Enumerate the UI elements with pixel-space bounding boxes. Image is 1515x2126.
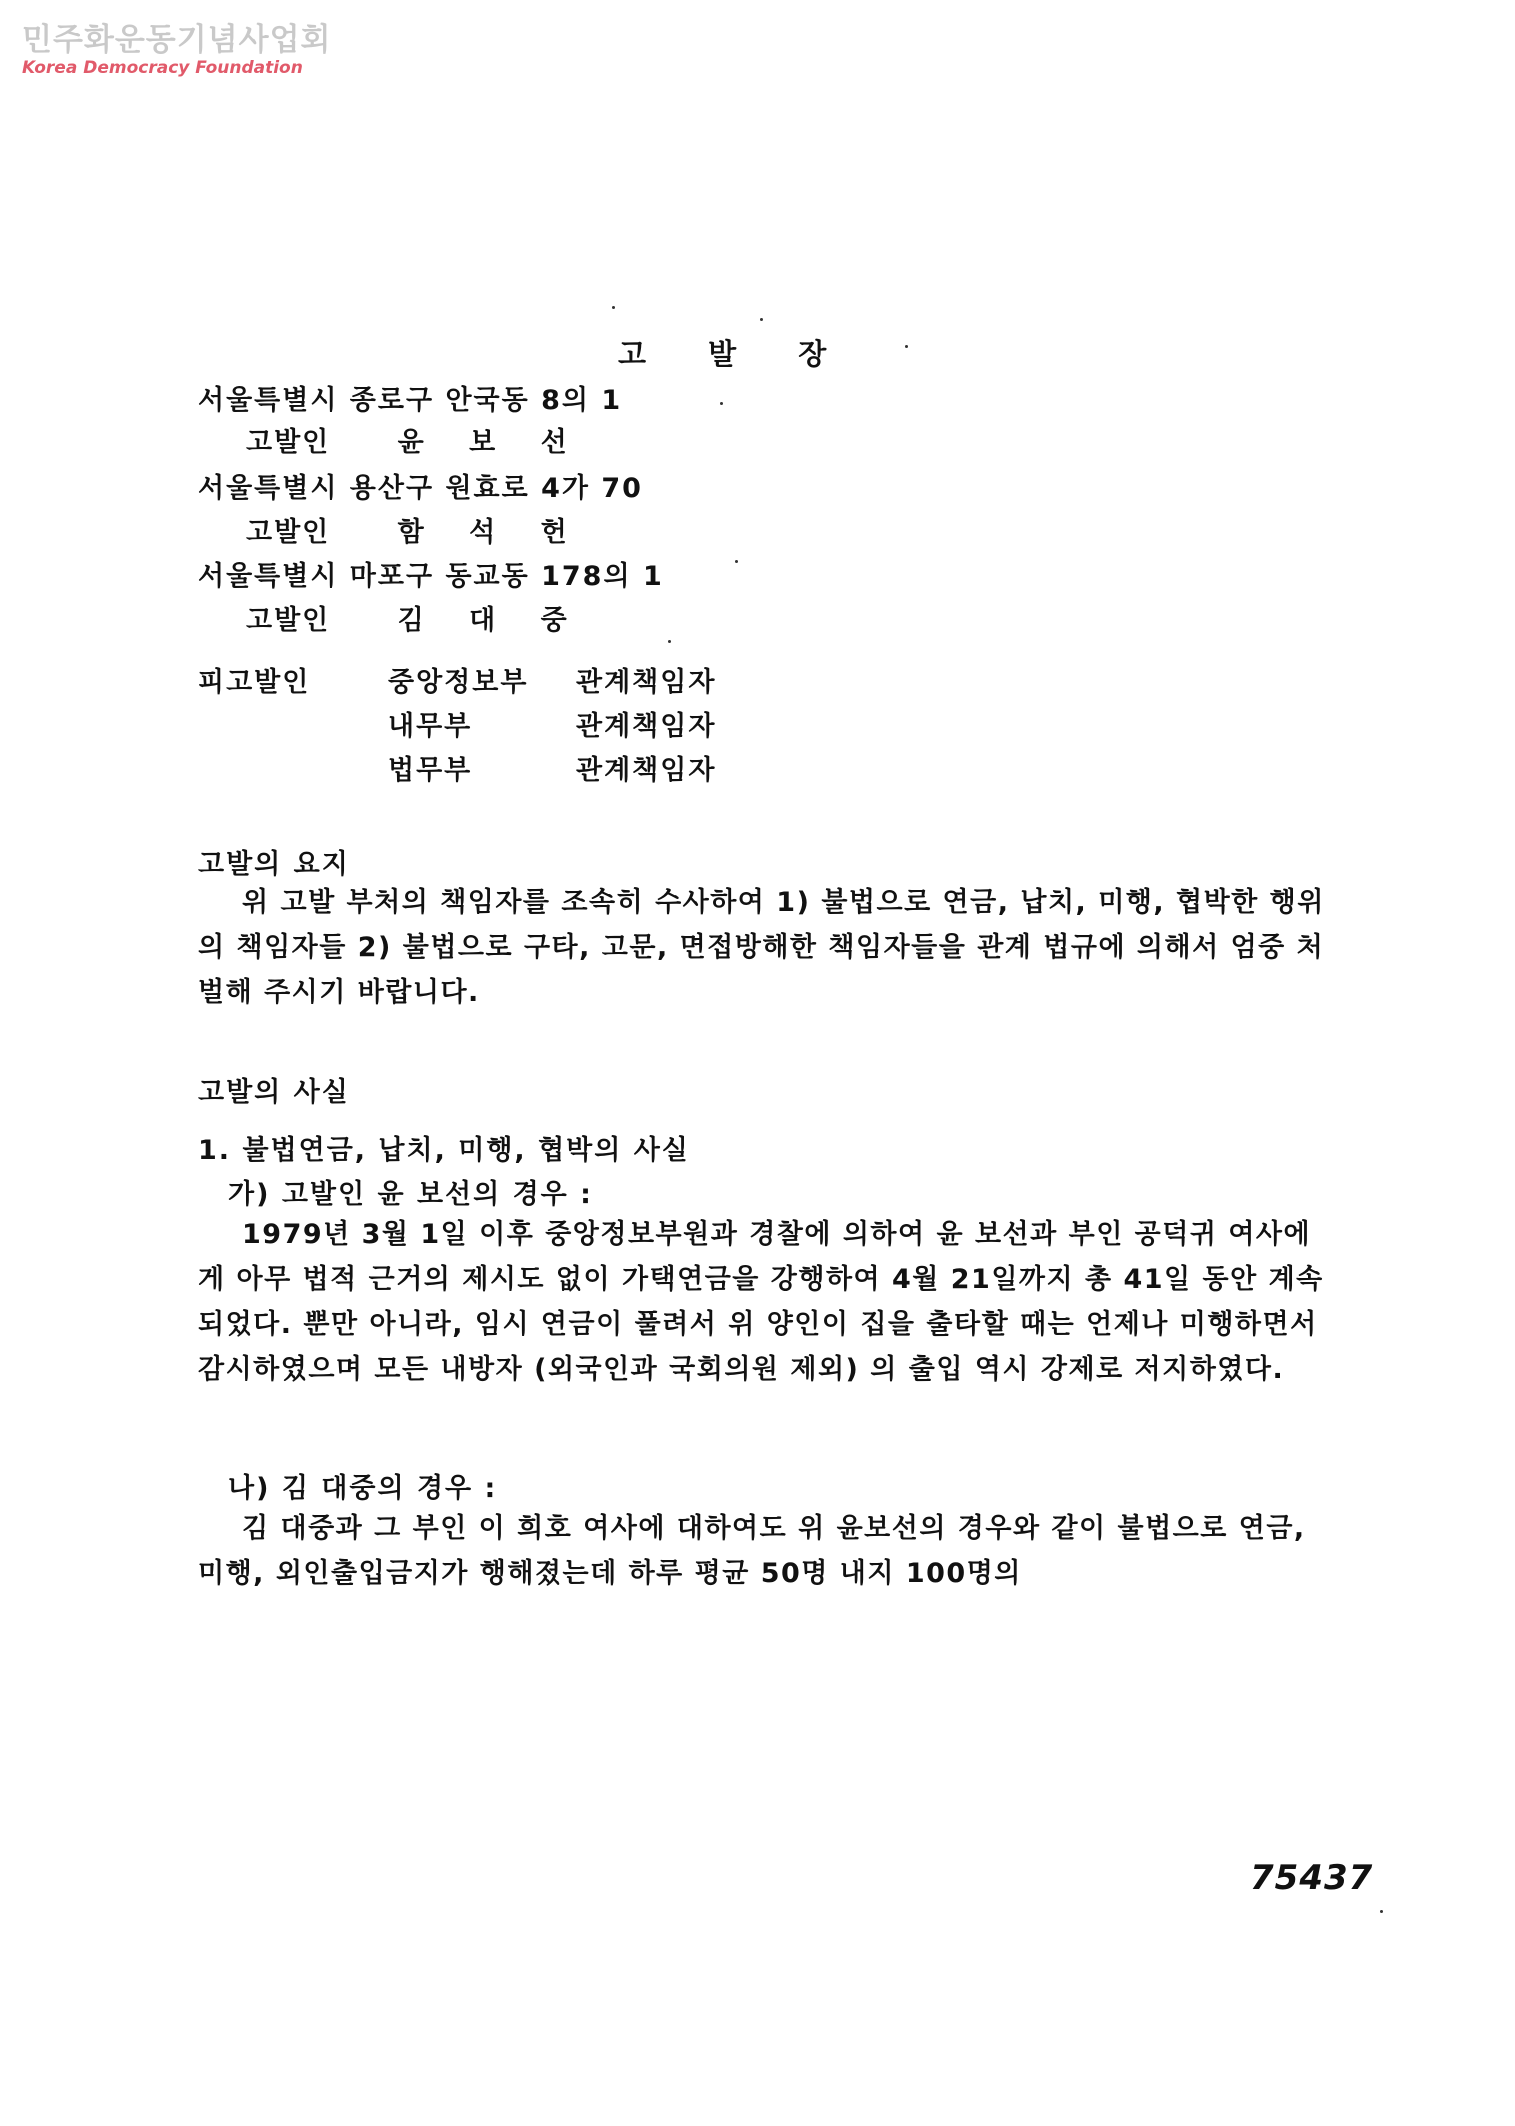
defendant-agency: 법무부 (388, 755, 473, 786)
scan-speck (1380, 1910, 1383, 1913)
complainant-role: 고발인 (246, 427, 331, 458)
defendant-agency: 중앙정보부 (388, 667, 529, 698)
complainant-line (198, 598, 585, 637)
complainant-line (198, 420, 585, 459)
case-paragraph: 1979년 3월 1일 이후 중앙정보부원과 경찰에 의하여 윤 보선과 부인 공덕귀 여사에게 아무 법적 근거의 제시도 없이 가택연금을 강행하여 4월 21일까지 총 41일 동안 계속되었다. 뿐만 아니라, 임시 연금이 풀려서 위 양인이 집을 출타할 때는 언제나 미행하면서 감시하였으며 모든 내방자 (외국인과 국회의원 제외) 의 출입 역시 강제로 저지하였다. (198, 1219, 1324, 1385)
complainant-address: 서울특별시 종로구 안국동 8의 1 (198, 385, 623, 416)
complainant-name: 김 대 중 (397, 605, 585, 636)
document-title: 고 발 장 (618, 337, 853, 371)
watermark-english: Korea Democracy Foundation (22, 58, 303, 78)
defendant-agency: 내무부 (388, 711, 473, 742)
watermark-korean: 민주화운동기념사업회 (22, 22, 332, 58)
case-heading: 가) 고발인 윤 보선의 경우 : (228, 1179, 593, 1210)
defendant-role: 관계책임자 (576, 667, 717, 698)
section-heading: 1. 불법연금, 납치, 미행, 협박의 사실 (198, 1135, 690, 1166)
scan-speck (760, 318, 763, 321)
complainant-role: 고발인 (246, 517, 331, 548)
complainant-name: 함 석 헌 (397, 517, 585, 548)
watermark (22, 22, 331, 78)
scan-speck (905, 345, 908, 348)
scan-speck (612, 306, 615, 309)
gist-heading: 고발의 요지 (198, 849, 350, 880)
page-stamp: 75437 (1250, 1858, 1374, 1898)
facts-heading: 고발의 사실 (198, 1077, 350, 1108)
complainant-name: 윤 보 선 (397, 427, 585, 458)
complainant-address: 서울특별시 용산구 원효로 4가 70 (198, 473, 643, 504)
complainant-role: 고발인 (246, 605, 331, 636)
complainant-line (198, 510, 585, 549)
complainant-address: 서울특별시 마포구 동교동 178의 1 (198, 561, 664, 592)
defendants-label: 피고발인 (198, 667, 311, 698)
scan-speck (720, 402, 723, 405)
defendant-role: 관계책임자 (576, 755, 717, 786)
scan-speck (735, 560, 738, 563)
case-heading: 나) 김 대중의 경우 : (228, 1473, 498, 1504)
gist-paragraph: 위 고발 부처의 책임자를 조속히 수사하여 1) 불법으로 연금, 납치, 미행, 협박한 행위의 책임자들 2) 불법으로 구타, 고문, 면접방해한 책임자들을 관계 법규에 의해서 엄중 처벌해 주시기 바랍니다. (198, 887, 1325, 1008)
case-paragraph: 김 대중과 그 부인 이 희호 여사에 대하여도 위 윤보선의 경우와 같이 불법으로 연금, 미행, 외인출입금지가 행해졌는데 하루 평균 50명 내지 100명의 (198, 1513, 1306, 1589)
scan-speck (668, 640, 671, 643)
defendant-role: 관계책임자 (576, 711, 717, 742)
